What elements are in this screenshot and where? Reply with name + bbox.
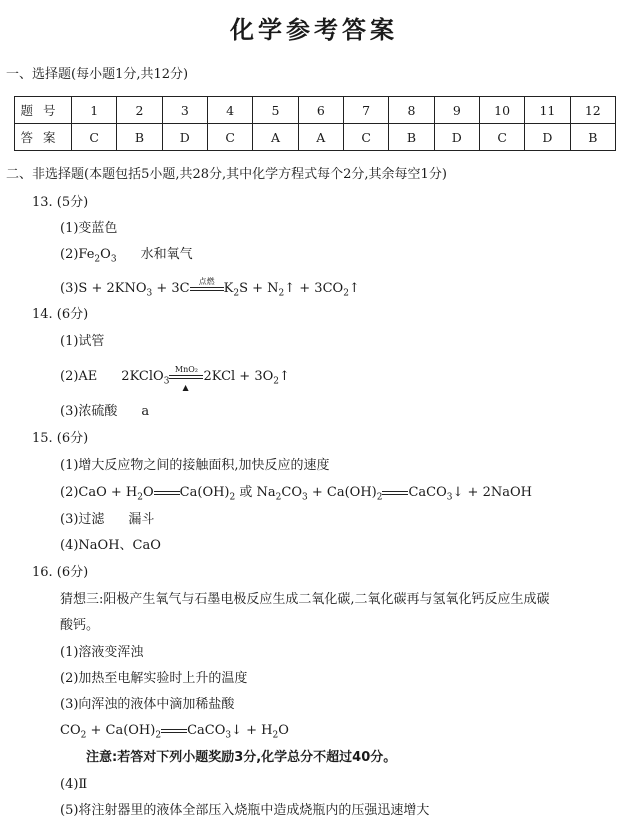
text: + 3C (152, 281, 190, 296)
question-number: 7 (343, 97, 388, 124)
text: ↑ + 3CO (284, 281, 344, 296)
reaction-arrow (161, 724, 187, 738)
subscript: 2 (137, 492, 143, 503)
answer-cell: C (72, 124, 117, 151)
text: CaCO (187, 723, 226, 738)
text: CO (281, 485, 302, 500)
row-header-question: 题号 (15, 97, 72, 124)
answer-cell: B (570, 124, 615, 151)
question-number: 11 (525, 97, 570, 124)
text: K (223, 281, 234, 296)
question-number: 2 (117, 97, 162, 124)
text: 漏斗 (128, 512, 155, 527)
subscript: 2 (275, 492, 282, 503)
answer-cell: C (343, 124, 388, 151)
subscript: 2 (155, 730, 162, 741)
text: ↓ + H (231, 723, 273, 738)
answer-cell: C (479, 124, 524, 151)
subscript: 2 (273, 376, 279, 387)
q15-answer-2-equation (60, 484, 532, 507)
subscript: 3 (225, 730, 232, 741)
question-number: 8 (389, 97, 434, 124)
question-number: 1 (72, 97, 117, 124)
subscript: 3 (110, 254, 117, 265)
question-number: 12 (570, 97, 615, 124)
q13-answer-3-equation (60, 276, 360, 303)
q16-equation (60, 722, 289, 745)
subscript: 2 (80, 730, 87, 741)
text: (2)Fe (60, 247, 95, 262)
answer-cell: C (207, 124, 252, 151)
question-number: 6 (298, 97, 343, 124)
answer-cell: B (389, 124, 434, 151)
q13-answer-2 (60, 246, 193, 269)
subscript: 2 (229, 492, 236, 503)
text: O (278, 723, 289, 738)
question-number: 9 (434, 97, 479, 124)
text: O (143, 485, 154, 500)
subscript: 2 (233, 288, 240, 299)
text: ↑ (348, 281, 360, 296)
subscript: 3 (146, 288, 153, 299)
subscript: 2 (272, 730, 279, 741)
q14-answer-2-equation (60, 364, 290, 392)
text: 或 Na (239, 485, 276, 500)
subscript: 3 (302, 492, 308, 503)
answer-cell: D (162, 124, 207, 151)
q16-answer-2: (2)加热至电解实验时上升的温度 (60, 671, 248, 686)
text: (3)S + 2KNO (60, 281, 147, 296)
question-number: 10 (479, 97, 524, 124)
text: (2)AE (60, 369, 98, 384)
table-row-numbers (15, 97, 616, 124)
q15-answer-4: (4)NaOH、CaO (60, 538, 161, 553)
reaction-arrow (154, 486, 180, 500)
question-number: 4 (207, 97, 252, 124)
q16-answer-1: (1)溶液变浑浊 (60, 645, 144, 660)
q15-label: 15. (6分) (32, 431, 89, 446)
q15-answer-3 (60, 511, 154, 529)
text: (3)过滤 (60, 512, 105, 527)
text: 水和氧气 (140, 247, 193, 262)
reaction-arrow (190, 276, 224, 296)
reaction-condition: 点燃 (198, 276, 215, 286)
q14-answer-3 (60, 403, 149, 421)
text: ↓ + 2NaOH (452, 485, 532, 500)
q15-answer-1: (1)增大反应物之间的接触面积,加快反应的速度 (60, 458, 330, 473)
bonus-note: 注意:若答对下列小题奖励3分,化学总分不超过40分。 (86, 750, 397, 765)
reaction-arrow (382, 486, 408, 500)
q16-answer-4: (4)Ⅱ (60, 777, 88, 792)
q14-answer-1: (1)试管 (60, 334, 105, 349)
q16-guess-line-1: 猜想三:阳极产生氧气与石墨电极反应生成二氧化碳,二氧化碳再与氢氧化钙反应生成碳 (60, 592, 550, 607)
answer-cell: D (434, 124, 479, 151)
q16-answer-3: (3)向浑浊的液体中滴加稀盐酸 (60, 697, 235, 712)
q14-label: 14. (6分) (32, 307, 89, 322)
question-number: 3 (162, 97, 207, 124)
text: 2KClO (121, 369, 164, 384)
subscript: 2 (278, 288, 285, 299)
text: O (100, 247, 111, 262)
text: + Ca(OH) (86, 723, 156, 738)
section1-heading: 一、选择题(每小题1分,共12分) (6, 67, 189, 82)
reaction-condition: MnO₂ (174, 364, 198, 374)
question-number: 5 (253, 97, 298, 124)
subscript: 3 (446, 492, 453, 503)
text: S + N (239, 281, 279, 296)
page-title: 化学参考答案 (230, 16, 398, 44)
subscript: 2 (94, 254, 101, 265)
answer-cell: B (117, 124, 162, 151)
text: a (141, 404, 150, 419)
q16-answer-5: (5)将注射器里的液体全部压入烧瓶中造成烧瓶内的压强迅速增大 (60, 803, 430, 818)
text: (2)CaO + H (60, 485, 138, 500)
text: + Ca(OH) (307, 485, 377, 500)
answer-cell: A (253, 124, 298, 151)
q13-label: 13. (5分) (32, 195, 89, 210)
answer-table (14, 96, 616, 151)
answer-cell: A (298, 124, 343, 151)
row-header-answer: 答案 (15, 124, 72, 151)
subscript: 3 (163, 376, 170, 387)
text: Ca(OH) (179, 485, 230, 500)
text: ↑ (279, 369, 290, 384)
text: CaCO (408, 485, 447, 500)
text: CO (60, 723, 81, 738)
section2-heading: 二、非选择题(本题包括5小题,共28分,其中化学方程式每个2分,其余每空1分) (6, 167, 447, 182)
answer-cell: D (525, 124, 570, 151)
subscript: 2 (376, 492, 383, 503)
q13-answer-1: (1)变蓝色 (60, 221, 118, 236)
text: 2KCl + 3O (203, 369, 274, 384)
reaction-arrow: MnO₂ ▲ (169, 370, 203, 384)
q16-guess-line-2: 酸钙。 (60, 618, 100, 633)
q16-label: 16. (6分) (32, 565, 89, 580)
text: (3)浓硫酸 (60, 404, 118, 419)
table-row-answers (15, 124, 616, 151)
subscript: 2 (343, 288, 349, 299)
